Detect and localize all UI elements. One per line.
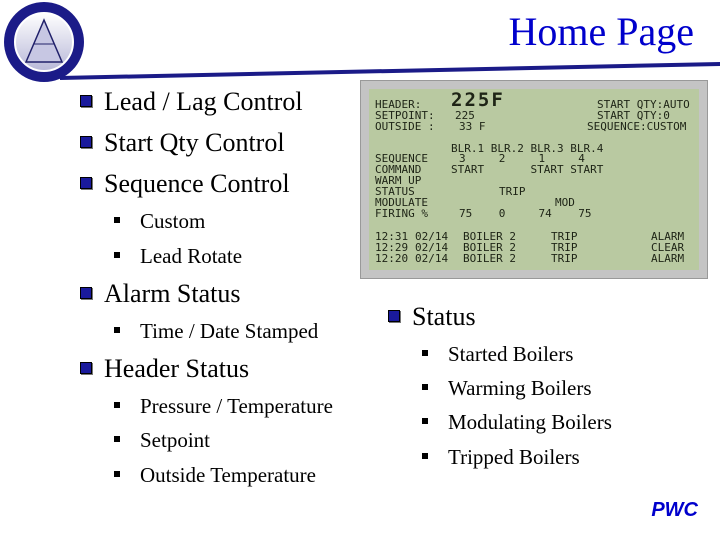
- lcd-firing-values: 75 0 74 75: [459, 207, 592, 220]
- lcd-row-label: SEQUENCE: [375, 152, 428, 165]
- square-bullet-icon: [114, 436, 120, 442]
- box-bullet-icon: [80, 287, 92, 299]
- lcd-alarm-time: 12:29: [375, 241, 409, 254]
- lcd-alarm-date: 02/14: [415, 252, 449, 265]
- sub-bullet-item: Started Boilers: [422, 342, 573, 367]
- lcd-trip-label: TRIP: [499, 185, 526, 198]
- square-bullet-icon: [422, 453, 428, 459]
- lcd-alarm-event: TRIP: [551, 241, 578, 254]
- box-bullet-icon: [80, 362, 92, 374]
- lcd-boiler-headers: BLR.1 BLR.2 BLR.3 BLR.4: [451, 142, 604, 155]
- lcd-sequence-mode: SEQUENCE:CUSTOM: [587, 120, 687, 133]
- sub-bullet-item: Pressure / Temperature: [114, 394, 333, 419]
- lcd-row-label: STATUS: [375, 185, 415, 198]
- lcd-alarm-date: 02/14: [415, 230, 449, 243]
- square-bullet-icon: [114, 217, 120, 223]
- lcd-alarm-boiler: BOILER 2: [463, 241, 516, 254]
- box-bullet-icon: [80, 136, 92, 148]
- status-heading: Status: [388, 302, 476, 332]
- square-bullet-icon: [114, 471, 120, 477]
- sub-bullet-item: Outside Temperature: [114, 463, 316, 488]
- lcd-outside-label: OUTSIDE :: [375, 120, 435, 133]
- bullet-item: Start Qty Control: [80, 128, 285, 158]
- lcd-outside-value: 33 F: [459, 120, 486, 133]
- lcd-row-label: FIRING %: [375, 207, 428, 220]
- lcd-start-qty: START QTY:0: [597, 109, 670, 122]
- lcd-alarm-boiler: BOILER 2: [463, 252, 516, 265]
- lcd-start-qty-auto: START QTY:AUTO: [597, 98, 690, 111]
- sub-bullet-item: Setpoint: [114, 428, 210, 453]
- lcd-alarm-state: ALARM: [651, 252, 685, 265]
- title-bar: [60, 0, 720, 80]
- lcd-alarm-boiler: BOILER 2: [463, 230, 516, 243]
- box-bullet-icon: [388, 310, 400, 322]
- sub-bullet-item: Lead Rotate: [114, 244, 242, 269]
- sub-bullet-item: Tripped Boilers: [422, 445, 580, 470]
- box-bullet-icon: [80, 177, 92, 189]
- sub-bullet-item: Time / Date Stamped: [114, 319, 318, 344]
- lcd-alarm-event: TRIP: [551, 230, 578, 243]
- bullet-item: Header Status: [80, 354, 249, 384]
- lcd-alarm-event: TRIP: [551, 252, 578, 265]
- lcd-header-value: 225F: [451, 89, 505, 111]
- sub-bullet-item: Custom: [114, 209, 205, 234]
- square-bullet-icon: [422, 350, 428, 356]
- bullet-item: Alarm Status: [80, 279, 241, 309]
- lcd-alarm-date: 02/14: [415, 241, 449, 254]
- lcd-row-label: WARM UP: [375, 174, 422, 187]
- square-bullet-icon: [114, 252, 120, 258]
- lcd-sequence-values: 3 2 1 4: [459, 152, 585, 165]
- lcd-mod-label: MOD: [555, 196, 575, 209]
- lcd-command-values: START START START: [451, 163, 604, 176]
- square-bullet-icon: [114, 402, 120, 408]
- square-bullet-icon: [422, 384, 428, 390]
- bullet-item: Lead / Lag Control: [80, 87, 303, 117]
- lcd-alarm-state: CLEAR: [651, 241, 685, 254]
- lcd-setpoint-value: 225: [455, 109, 475, 122]
- lcd-screen-frame: [360, 80, 708, 279]
- sub-bullet-item: Modulating Boilers: [422, 410, 612, 435]
- sub-bullet-item: Warming Boilers: [422, 376, 592, 401]
- lcd-alarm-time: 12:31: [375, 230, 409, 243]
- lcd-alarm-time: 12:20: [375, 252, 409, 265]
- lcd-row-label: MODULATE: [375, 196, 428, 209]
- lcd-alarm-state: ALARM: [651, 230, 685, 243]
- brand-footer: PWC: [651, 499, 698, 521]
- lcd-display: [369, 89, 699, 270]
- square-bullet-icon: [422, 418, 428, 424]
- lcd-row-label: COMMAND: [375, 163, 422, 176]
- box-bullet-icon: [80, 95, 92, 107]
- bullet-item: Sequence Control: [80, 169, 290, 199]
- lcd-setpoint-label: SETPOINT:: [375, 109, 435, 122]
- page-title: Home Page: [508, 9, 694, 54]
- lcd-header-label: HEADER:: [375, 98, 422, 111]
- square-bullet-icon: [114, 327, 120, 333]
